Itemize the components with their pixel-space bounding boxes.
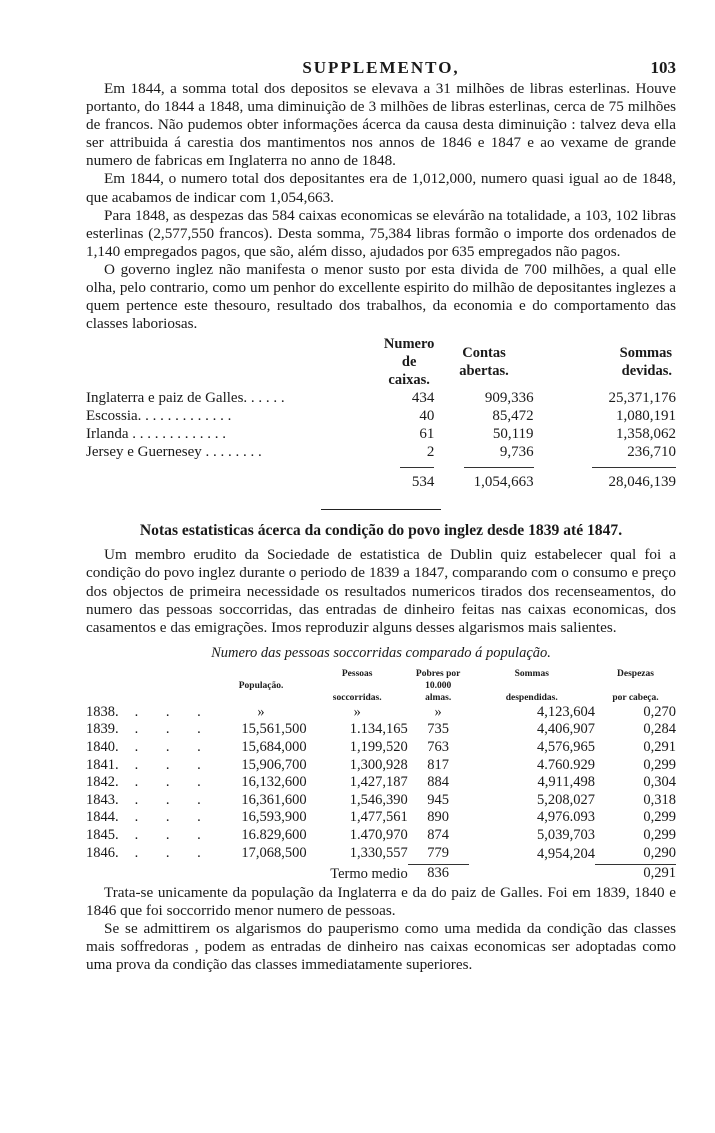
row-label: Irlanda . . . . . . . . . . . . . (86, 426, 226, 443)
cell-despezas: 0,299 (643, 756, 676, 773)
cell-year: 1840. (86, 738, 119, 755)
cell-despezas: 0,284 (643, 721, 676, 738)
termo-medio-pobres: 836 (408, 864, 469, 884)
cell-sommas: 4,576,965 (537, 738, 595, 755)
cell-pessoas: 1.134,165 (349, 721, 408, 738)
table-caption: Numero das pessoas soccorridas comparado á população. (211, 644, 551, 661)
paragraph: Trata-se unicamente da população da Inglaterra e da do paiz de Galles. Foi em 1839, 1840 e 1846 que foi soccorrido menor numero de pessoas. (86, 883, 676, 919)
cell-populacao: 16,593,900 (241, 809, 307, 826)
cell-sommas: 4.760.929 (537, 756, 595, 773)
header-despezas: Despezas (617, 668, 654, 679)
cell-dots: . . . (134, 703, 213, 720)
termo-medio-despezas: 0,291 (595, 864, 676, 884)
table-row (86, 845, 676, 865)
cell-sommas: 5,208,027 (537, 791, 595, 808)
cell-caixas: 2 (426, 444, 435, 461)
cell-contas: 85,472 (492, 408, 534, 425)
cell-dots: . . . (134, 756, 213, 773)
table-row (86, 443, 676, 461)
header-numero: Numero (383, 336, 435, 353)
total-rule (592, 467, 676, 468)
paragraph: Se se admittirem os algarismos do pauperismo como uma medida da condição das classes mais soffredoras , podem as entradas de dinheiro nas caixas economicas ser adoptadas como uma prova da condição das classes immediatamente superiores. (86, 919, 676, 974)
cell-caixas: 61 (419, 426, 435, 443)
cell-dots: . . . (134, 738, 213, 755)
cell-dots: . . . (134, 721, 213, 738)
cell-despezas: 0,318 (643, 791, 676, 808)
cell-pessoas: 1,199,520 (349, 738, 408, 755)
cell-populacao: 16.829,600 (241, 826, 307, 843)
cell-dots: . . . (134, 826, 213, 843)
cell-sommas: 236,710 (627, 444, 676, 461)
pauperism-table-body (86, 704, 676, 884)
cell-pobres: 779 (427, 845, 450, 862)
cell-year: 1842. (86, 774, 119, 791)
cell-pobres: 763 (427, 738, 450, 755)
table-row (86, 792, 676, 810)
cell-year: 1845. (86, 826, 119, 843)
header-almas: almas. (425, 692, 452, 703)
cell-sommas: 4,406,907 (537, 721, 595, 738)
cell-populacao: 15,906,700 (241, 756, 307, 773)
header-caixas: de caixas. (388, 354, 430, 389)
cell-sommas: 4,954,204 (537, 845, 595, 862)
header-por-cabeca: por cabeça. (612, 692, 659, 703)
cell-year: 1846. (86, 844, 119, 861)
paragraph: Para 1848, as despezas das 584 caixas economicas se elevárão na totalidade, a 103, 102 libras esterlinas (2,577,550 francos). Desta somma, 75,384 libras formão o importe dos ordenados de 1,140 empregados pagos, que são, além disso, ajudados por 635 empregados não pagos. (86, 206, 676, 260)
cell-populacao: 16,361,600 (241, 791, 307, 808)
total-sommas: 28,046,139 (608, 474, 676, 491)
cell-despezas: 0,270 (643, 703, 676, 720)
cell-caixas: 40 (419, 408, 435, 425)
table-row (86, 721, 676, 739)
cell-dots: . . . (134, 809, 213, 826)
table-row (86, 389, 676, 407)
row-label: Jersey e Guernesey . . . . . . . . (86, 444, 262, 461)
paragraph: Em 1844, a somma total dos depositos se elevava a 31 milhões de libras esterlinas. Houve portanto, do 1844 a 1848, uma diminuição de 3 milhões de libras esterlinas, cerca de 75 milhões de francos. Não pudemos obter informações ácerca da causa desta diminuição : talvez deva ella ser attribuida á carestia dos mantimentos nos annos de 1846 e 1847 e ao vexame de grande numero de fabricas em Inglaterra no anno de 1848. (86, 80, 676, 170)
cell-dots: . . . (134, 844, 213, 861)
cell-year: 1841. (86, 756, 119, 773)
pauperism-table (86, 668, 676, 884)
cell-pessoas: 1,330,557 (349, 844, 408, 861)
book-page (86, 58, 676, 974)
table-row (86, 809, 676, 827)
paragraph: O governo inglez não manifesta o menor susto por esta divida de 700 milhões, a qual elle olha, pelo contrario, como um penhor do excellente espirito do milhão de depositantes inglezes a quem pertence este thesouro, resultado dos trabalhos, da economia e do comportamento das classes laboriosas. (86, 260, 676, 333)
cell-contas: 9,736 (499, 444, 534, 461)
cell-year: 1843. (86, 791, 119, 808)
paragraph: Em 1844, o numero total dos depositantes era de 1,012,000, numero quasi igual ao de 1848, que acabamos de indicar com 1,054,663. (86, 170, 676, 206)
cell-pessoas: 1,546,390 (349, 791, 408, 808)
header-despendidas: despendidas. (505, 692, 558, 703)
cell-pessoas: 1.470,970 (349, 826, 408, 843)
table-row (86, 739, 676, 757)
total-rule (400, 467, 434, 468)
header-populacao: População. (238, 680, 284, 691)
table-row (86, 757, 676, 775)
termo-medio-row (86, 864, 676, 884)
cell-sommas: 4,123,604 (537, 703, 595, 720)
running-title: SUPPLEMENTO, (302, 58, 460, 77)
cell-year: 1838. (86, 703, 119, 720)
cell-dots: . . . (134, 774, 213, 791)
paragraph: Um membro erudito da Sociedade de estatistica de Dublin quiz estabelecer qual foi a condição do povo inglez durante o periodo de 1839 a 1847, comparando com o consumo e preço dos objectos de primeira necessidade os resultados numericos tirados dos recenseamentos, do numero das pessoas soccorridas, das entradas de dinheiro feitas nas caixas economicas, dos casamentos e das emigrações. Imos reproduzir alguns desses algarismos mais salientes. (86, 546, 676, 636)
cell-contas: 909,336 (484, 390, 534, 407)
cell-populacao: 17,068,500 (241, 844, 307, 861)
cell-contas: 50,119 (492, 426, 534, 443)
header-sommas: Sommas (619, 345, 672, 362)
cell-sommas: 1,358,062 (616, 426, 676, 443)
row-label: Escossia. . . . . . . . . . . . . (86, 408, 232, 425)
cell-populacao: 16,132,600 (241, 774, 307, 791)
termo-medio-label: Termo medio (330, 866, 408, 883)
cell-pobres: 945 (427, 791, 450, 808)
section-title: Notas estatisticas ácerca da condição do povo inglez desde 1839 até 1847. (139, 522, 623, 540)
cell-sommas: 4,976.093 (537, 809, 595, 826)
section-separator (321, 509, 441, 510)
total-rule-row (86, 461, 676, 473)
savings-banks-table (86, 335, 676, 491)
table-row (86, 827, 676, 845)
table-header-row (86, 335, 676, 389)
total-contas: 1,054,663 (473, 474, 534, 491)
table-header-row (86, 668, 676, 704)
cell-populacao: 15,684,000 (241, 738, 307, 755)
header-contas: Contas (462, 345, 506, 362)
table-row (86, 407, 676, 425)
cell-despezas: 0,299 (643, 809, 676, 826)
cell-pobres: 817 (427, 756, 450, 773)
header-pessoas: Pessoas (341, 668, 373, 679)
table-row (86, 704, 676, 722)
cell-sommas: 4,911,498 (537, 774, 595, 791)
cell-pessoas: 1,427,187 (349, 774, 408, 791)
cell-pobres: 735 (427, 721, 450, 738)
cell-populacao: 15,561,500 (241, 721, 307, 738)
page-number: 103 (650, 58, 676, 77)
total-caixas: 534 (411, 474, 435, 491)
total-rule (464, 467, 534, 468)
cell-pobres: 874 (427, 826, 450, 843)
cell-sommas: 25,371,176 (608, 390, 676, 407)
row-label: Inglaterra e paiz de Galles. . . . . . (86, 390, 285, 407)
header-soccorridas: soccorridas. (332, 692, 382, 703)
header-devidas: devidas. (621, 363, 672, 380)
table-row (86, 774, 676, 792)
cell-sommas: 5,039,703 (537, 826, 595, 843)
cell-pessoas: 1,477,561 (349, 809, 408, 826)
header-pobres: Pobres por (415, 668, 461, 679)
header-10000: 10.000 (425, 680, 452, 691)
cell-dots: . . . (134, 791, 213, 808)
cell-despezas: 0,299 (643, 826, 676, 843)
cell-despezas: 0,291 (643, 738, 676, 755)
cell-pobres: 884 (427, 774, 450, 791)
cell-sommas: 1,080,191 (616, 408, 676, 425)
cell-pessoas: » (353, 703, 361, 720)
cell-caixas: 434 (411, 390, 435, 407)
cell-year: 1844. (86, 809, 119, 826)
cell-pobres: 890 (427, 809, 450, 826)
header-abertas: abertas. (459, 363, 509, 380)
cell-pobres: » (434, 703, 442, 720)
cell-despezas: 0,290 (643, 845, 676, 862)
table-row (86, 425, 676, 443)
cell-pessoas: 1,300,928 (349, 756, 408, 773)
cell-despezas: 0,304 (643, 774, 676, 791)
cell-year: 1839. (86, 721, 119, 738)
totals-row (86, 473, 676, 491)
header-sommas: Sommas (514, 668, 549, 679)
cell-populacao: » (257, 703, 265, 720)
running-head (86, 58, 676, 80)
